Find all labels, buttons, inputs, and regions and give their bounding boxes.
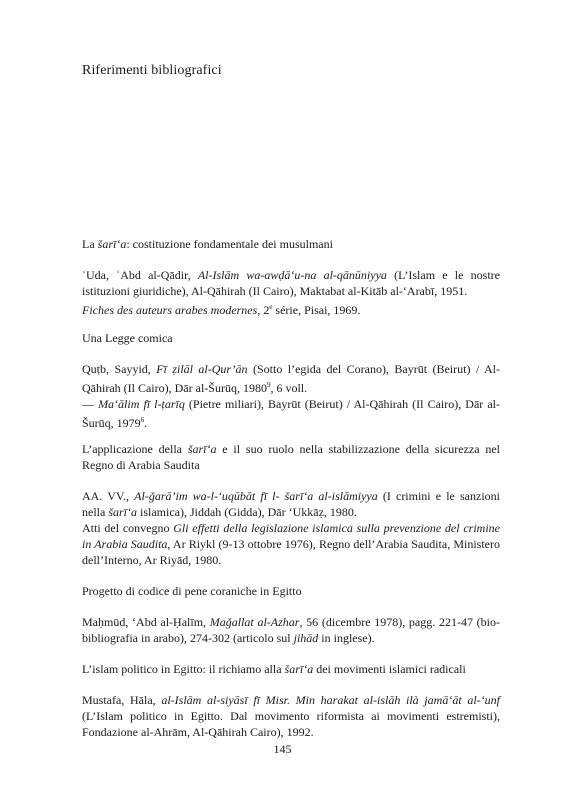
bibliography-entry: Quṭb, Sayyid, Fī ẓilāl al-Qur’ān (Sotto l’egida del Corano), Bayrūt (Beirut) / Al-Qāhirah (Il Cairo), Dār al-Šurūq, 1980$^9$, 6 voll. bbox=[82, 362, 500, 395]
heading-text: La bbox=[82, 237, 98, 251]
bibliography-entry: Atti del convegno Gli effetti della legislazione islamica sulla prevenzione del crimine in Arabia Saudita, Ar Riykl (9-13 ottobre 1976), Regno dell’Arabia Saudita, Ministero dell’Interno, Ar Riyād, 1980. bbox=[82, 521, 501, 567]
bibliography-entry: AA. VV., Al-ǧarā’im wa-l-‘uqūbāt fī l- šarī‘a al-islāmiyya (I crimini e le sanzioni nella šarī‘a islamica), Jiddah (Gidda), Dār ‘Ukkāẓ, 1980. bbox=[82, 489, 500, 519]
section-heading: Progetto di codice di pene coraniche in Egitto bbox=[82, 584, 302, 598]
section-sharia-costituzione bbox=[82, 236, 500, 318]
section-legge-comica bbox=[82, 330, 500, 431]
section-codice-pene-egitto bbox=[82, 583, 500, 646]
bibliography-entry: — Ma‘ālim fī l-ṭarīq (Pietre miliari), Bayrūt (Beirut) / Al-Qāhirah (Il Cairo), Dār al-Šurūq, 1979$^6$. bbox=[82, 397, 500, 430]
bibliography-entry: Mustafa, Hāla, al-Islām al-siyāsī fī Misr. Min harakat al-islāh ilà jamā‘āt al-‘unf (L’Islam politico in Egitto. Dal movimento riformista ai movimenti estremisti), Fondazione al-Ahrām, Al-Qāhirah Cairo), 1992. bbox=[82, 693, 501, 739]
section-applicazione-sharia bbox=[82, 441, 500, 568]
section-heading bbox=[82, 236, 500, 252]
page-number: 145 bbox=[273, 742, 292, 756]
section-heading: L’applicazione della šarī‘a e il suo ruolo nella stabilizzazione della sicurezza nel Regno di Arabia Saudita bbox=[82, 442, 500, 472]
heading-text: : costituzione fondamentale dei musulmani bbox=[126, 237, 333, 251]
bibliography-entry: Maḥmūd, ‘Abd al-Ḥalīm, Maǧallat al-Azhar, 56 (dicembre 1978), pagg. 221-47 (bio-bibliografia in arabo), 274-302 (articolo sul jihād in inglese). bbox=[82, 615, 500, 645]
section-heading: L’islam politico in Egitto: il richiamo alla šarī‘a dei movimenti islamici radicali bbox=[82, 662, 466, 676]
section-islam-politico-egitto bbox=[82, 661, 500, 740]
bibliography-entry: ʿUda, ʿAbd al-Qādir, Al-Islām wa-awḍā‘u-na al-qānūniyya (L’Islam e le nostre istituzioni giuridiche), Al-Qāhirah (Il Cairo), Maktabat al-Kitāb al-‘Arabī, 1951. bbox=[82, 268, 501, 298]
heading-term: šarī‘a bbox=[97, 237, 127, 251]
section-heading: Una Legge comica bbox=[82, 331, 173, 345]
page-title: Riferimenti bibliografici bbox=[82, 63, 222, 78]
bibliography-entry: Fiches des auteurs arabes modernes, 2e série, Pisai, 1969. bbox=[82, 303, 361, 317]
